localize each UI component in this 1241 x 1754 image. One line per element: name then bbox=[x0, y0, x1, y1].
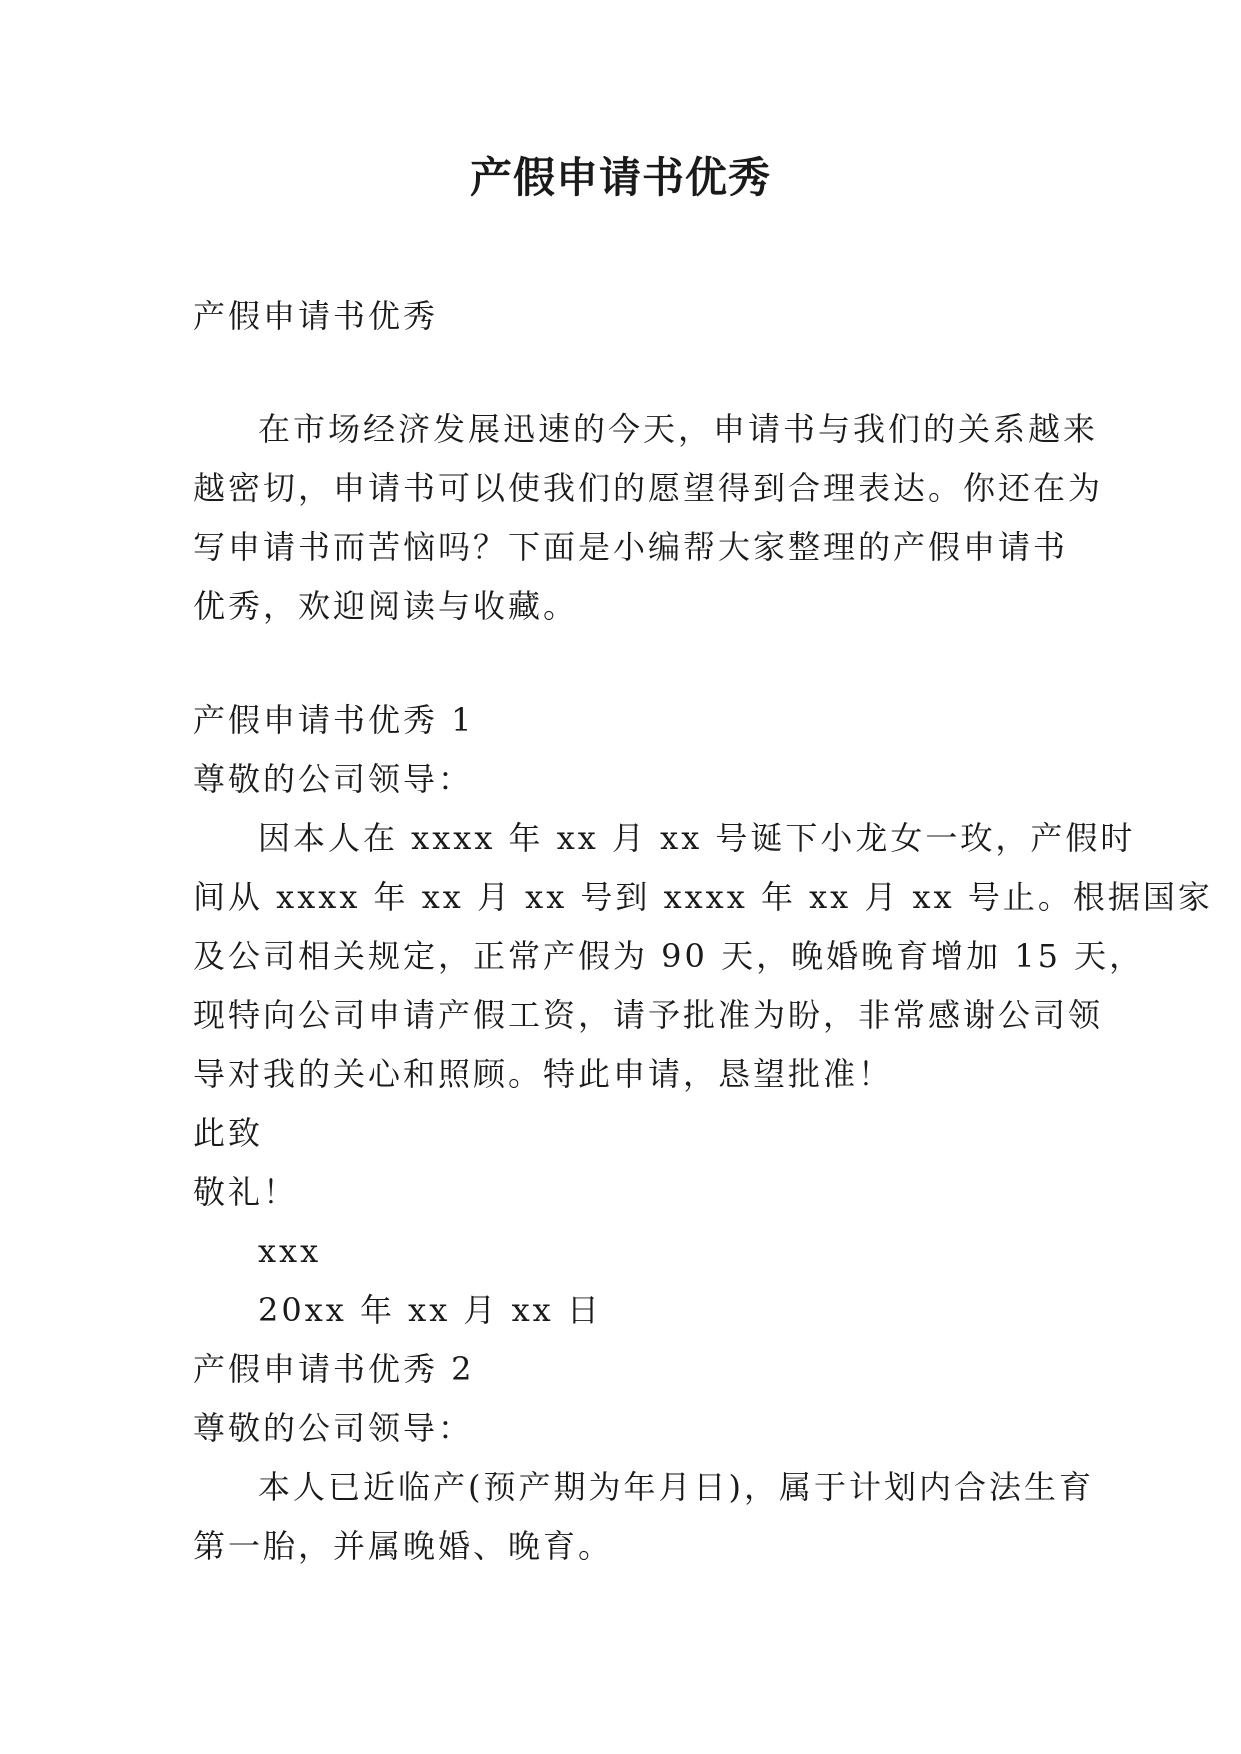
body-paragraph-line: 本人已近临产(预产期为年月日)，属于计划内合法生育 bbox=[258, 1468, 1094, 1506]
intro-paragraph-line: 在市场经济发展迅速的今天，申请书与我们的关系越来 bbox=[258, 410, 1099, 448]
body-paragraph-line: 第一胎，并属晚婚、晚育。 bbox=[193, 1527, 614, 1565]
salutation: 尊敬的公司领导： bbox=[193, 760, 474, 798]
body-paragraph-line: 因本人在 xxxx 年 xx 月 xx 号诞下小龙女一玫，产假时 bbox=[258, 819, 1136, 857]
signature-name: xxx bbox=[258, 1232, 322, 1270]
document-title: 产假申请书优秀 bbox=[469, 153, 771, 202]
body-paragraph-line: 间从 xxxx 年 xx 月 xx 号到 xxxx 年 xx 月 xx 号止。根据国家 bbox=[193, 878, 1213, 916]
body-paragraph-line: 及公司相关规定，正常产假为 90 天，晚婚晚育增加 15 天， bbox=[193, 937, 1145, 975]
signature-date: 20xx 年 xx 月 xx 日 bbox=[258, 1291, 602, 1329]
salutation: 尊敬的公司领导： bbox=[193, 1409, 474, 1447]
closing-line: 此致 bbox=[193, 1114, 264, 1152]
intro-paragraph-line: 写申请书而苦恼吗？下面是小编帮大家整理的产假申请书 bbox=[193, 528, 1069, 566]
closing-line: 敬礼！ bbox=[193, 1173, 299, 1211]
section-heading: 产假申请书优秀 1 bbox=[193, 701, 475, 739]
intro-paragraph-line: 优秀，欢迎阅读与收藏。 bbox=[193, 587, 579, 625]
section-heading: 产假申请书优秀 2 bbox=[193, 1350, 475, 1388]
body-paragraph-line: 导对我的关心和照顾。特此申请，恳望批准！ bbox=[193, 1055, 894, 1093]
body-paragraph-line: 现特向公司申请产假工资，请予批准为盼，非常感谢公司领 bbox=[193, 996, 1104, 1034]
subtitle-line: 产假申请书优秀 bbox=[193, 297, 439, 335]
intro-paragraph-line: 越密切，申请书可以使我们的愿望得到合理表达。你还在为 bbox=[193, 469, 1104, 507]
